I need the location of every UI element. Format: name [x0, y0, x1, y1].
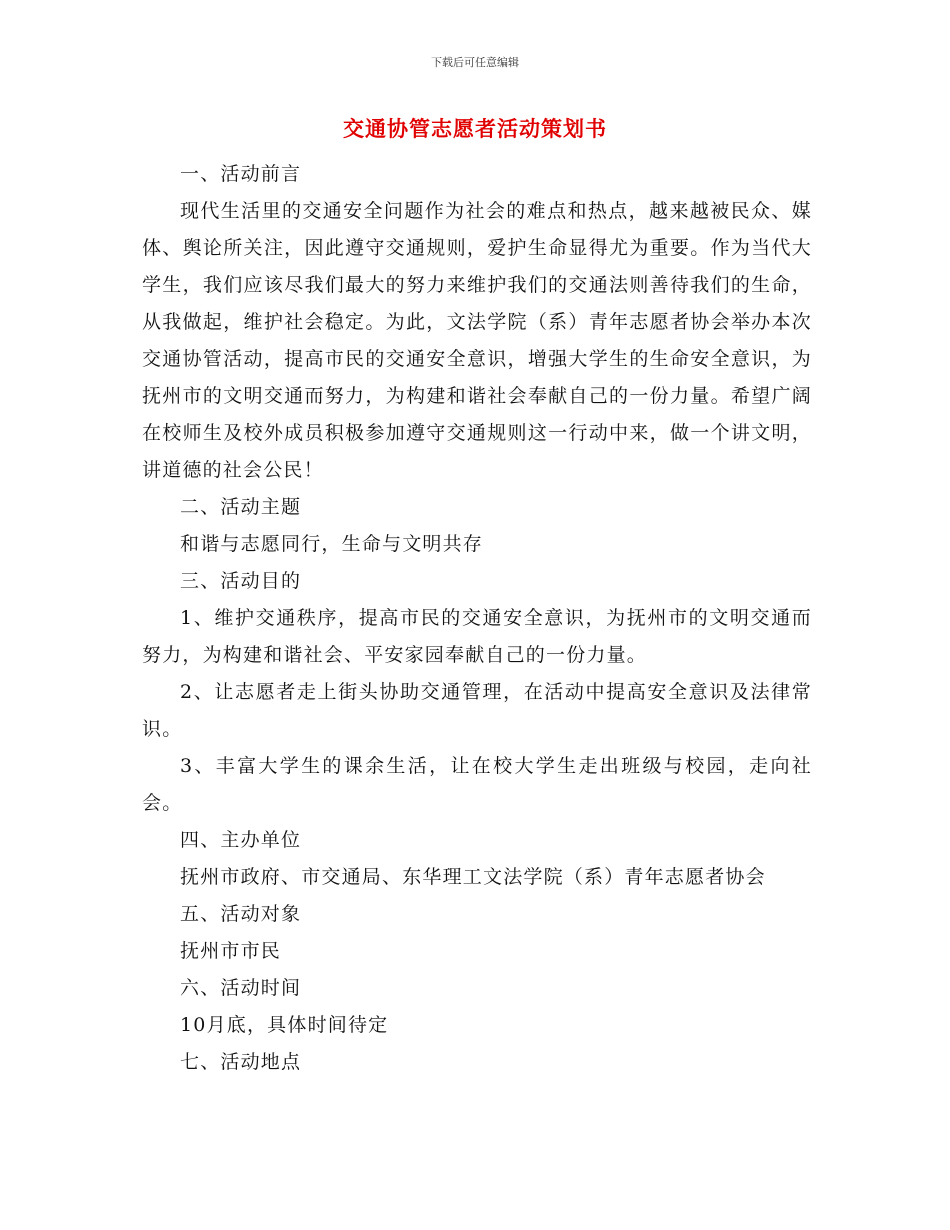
section-heading-purpose: 三、活动目的 [180, 570, 302, 592]
document-title: 交通协管志愿者活动策划书 [343, 117, 607, 141]
paragraph-time: 10月底，具体时间待定 [180, 1014, 389, 1036]
paragraph-theme: 和谐与志愿同行，生命与文明共存 [180, 533, 484, 555]
section-heading-organizer: 四、主办单位 [180, 829, 302, 851]
document-body [142, 156, 812, 1081]
header-note: 下载后可任意编辑 [431, 56, 519, 69]
section-heading-audience: 五、活动对象 [180, 903, 302, 925]
paragraph-purpose-1: 1、维护交通秩序，提高市民的交通安全意识，为抚州市的文明交通而努力，为构建和谐社会、平安家园奉献自己的一份力量。 [142, 607, 812, 666]
paragraph-purpose-3: 3、丰富大学生的课余生活，让在校大学生走出班级与校园，走向社会。 [142, 755, 812, 814]
section-heading-time: 六、活动时间 [180, 977, 302, 999]
paragraph-organizer: 抚州市政府、市交通局、东华理工文法学院（系）青年志愿者协会 [180, 866, 766, 888]
section-heading-preface: 一、活动前言 [180, 163, 302, 185]
paragraph-preface: 现代生活里的交通安全问题作为社会的难点和热点，越来越被民众、媒体、舆论所关注，因此遵守交通规则，爱护生命显得尤为重要。作为当代大学生，我们应该尽我们最大的努力来维护我们的交通法则善待我们的生命，从我做起，维护社会稳定。为此，文法学院（系）青年志愿者协会举办本次交通协管活动，提高市民的交通安全意识，增强大学生的生命安全意识，为抚州市的文明交通而努力，为构建和谐社会奉献自己的一份力量。希望广阔在校师生及校外成员积极参加遵守交通规则这一行动中来，做一个讲文明，讲道德的社会公民！ [142, 200, 812, 481]
paragraph-purpose-2: 2、让志愿者走上街头协助交通管理，在活动中提高安全意识及法律常识。 [142, 681, 812, 740]
section-heading-theme: 二、活动主题 [180, 496, 302, 518]
section-heading-location: 七、活动地点 [180, 1051, 302, 1073]
paragraph-audience: 抚州市市民 [180, 940, 282, 962]
